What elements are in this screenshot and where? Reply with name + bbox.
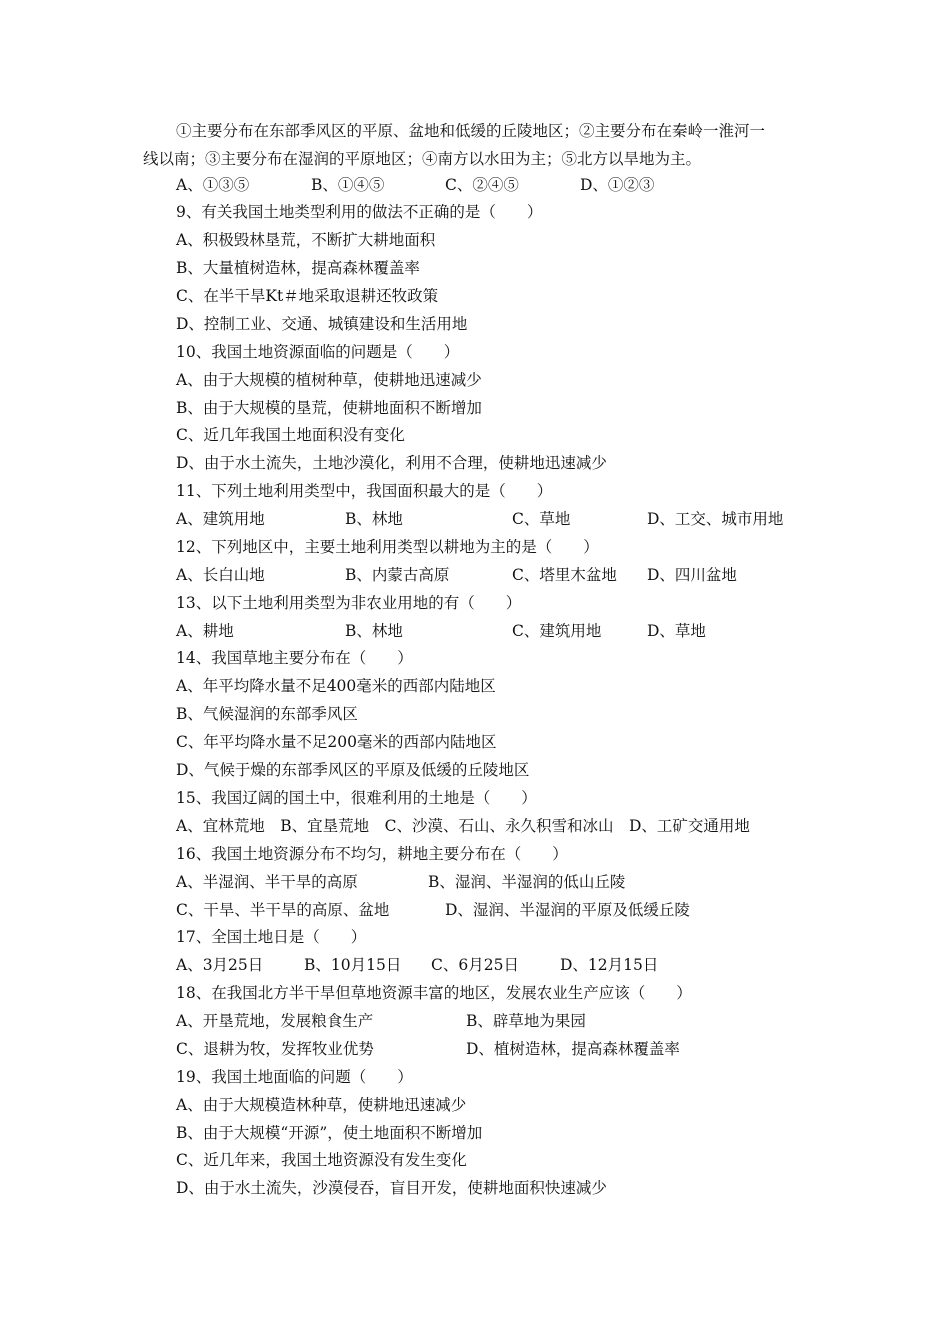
q16-stem: 16、我国土地资源分布不均匀，耕地主要分布在（ ） — [176, 845, 568, 863]
q15-options: A、宜林荒地 B、宜垦荒地 C、沙漠、石山、永久积雪和冰山 D、工矿交通用地 — [176, 817, 750, 835]
q18-option-a: A、开垦荒地，发展粮食生产 — [176, 1012, 374, 1030]
q15-stem: 15、我国辽阔的国土中，很难利用的土地是（ ） — [176, 789, 537, 807]
q19-option-a: A、由于大规模造林种草，使耕地迅速减少 — [176, 1096, 467, 1114]
q14-option-a: A、年平均降水量不足400毫米的西部内陆地区 — [176, 677, 496, 695]
q13-option-a: A、耕地 — [176, 622, 234, 640]
q11-option-c: C、草地 — [512, 510, 571, 528]
q14-option-c: C、年平均降水量不足200毫米的西部内陆地区 — [176, 733, 497, 751]
q17-option-c: C、6月25日 — [431, 956, 519, 974]
q12-stem: 12、下列地区中，主要土地利用类型以耕地为主的是（ ） — [176, 538, 599, 556]
intro-line-1: ①主要分布在东部季风区的平原、盆地和低缓的丘陵地区；②主要分布在秦岭一淮河一 — [176, 122, 766, 140]
q9-option-c: C、在半干旱Kt＃地采取退耕还牧政策 — [176, 287, 439, 305]
q11-option-d: D、工交、城市用地 — [647, 510, 784, 528]
q13-option-c: C、建筑用地 — [512, 622, 602, 640]
intro-line-2: 线以南；③主要分布在湿润的平原地区；④南方以水田为主；⑤北方以旱地为主。 — [143, 150, 702, 168]
q19-option-c: C、近几年来，我国土地资源没有发生变化 — [176, 1151, 467, 1169]
q19-stem: 19、我国土地面临的问题（ ） — [176, 1068, 413, 1086]
q17-option-d: D、12月15日 — [560, 956, 659, 974]
q12-option-d: D、四川盆地 — [647, 566, 737, 584]
q12-option-a: A、长白山地 — [176, 566, 265, 584]
q14-stem: 14、我国草地主要分布在（ ） — [176, 649, 413, 667]
q11-stem: 11、下列土地利用类型中，我国面积最大的是（ ） — [176, 482, 553, 500]
q16-option-b: B、湿润、半湿润的低山丘陵 — [428, 873, 626, 891]
q18-stem: 18、在我国北方半干旱但草地资源丰富的地区，发展农业生产应该（ ） — [176, 984, 692, 1002]
q10-option-c: C、近几年我国土地面积没有变化 — [176, 426, 405, 444]
q18-option-d: D、植树造林，提高森林覆盖率 — [466, 1040, 680, 1058]
q9-option-d: D、控制工业、交通、城镇建设和生活用地 — [176, 315, 468, 333]
q13-option-b: B、林地 — [345, 622, 403, 640]
q10-option-d: D、由于水土流失，土地沙漠化，利用不合理，使耕地迅速减少 — [176, 454, 607, 472]
q17-option-b: B、10月15日 — [304, 956, 402, 974]
q12-option-b: B、内蒙古高原 — [345, 566, 450, 584]
q17-option-a: A、3月25日 — [176, 956, 264, 974]
q11-option-b: B、林地 — [345, 510, 403, 528]
q9-option-a: A、积极毁林垦荒，不断扩大耕地面积 — [176, 231, 436, 249]
q17-stem: 17、全国土地日是（ ） — [176, 928, 367, 946]
q12-option-c: C、塔里木盆地 — [512, 566, 617, 584]
q16-option-a: A、半湿润、半干旱的高原 — [176, 873, 358, 891]
q9-stem: 9、有关我国土地类型利用的做法不正确的是（ ） — [176, 203, 543, 221]
q14-option-d: D、气候于燥的东部季风区的平原及低缓的丘陵地区 — [176, 761, 530, 779]
q18-option-c: C、退耕为牧，发挥牧业优势 — [176, 1040, 374, 1058]
q10-stem: 10、我国土地资源面临的问题是（ ） — [176, 343, 460, 361]
q14-option-b: B、气候湿润的东部季风区 — [176, 705, 358, 723]
q19-option-b: B、由于大规模“开源”，使土地面积不断增加 — [176, 1124, 483, 1142]
q16-option-d: D、湿润、半湿润的平原及低缓丘陵 — [445, 901, 690, 919]
q13-stem: 13、以下土地利用类型为非农业用地的有（ ） — [176, 594, 522, 612]
q9-option-b: B、大量植树造林，提高森林覆盖率 — [176, 259, 420, 277]
q13-option-d: D、草地 — [647, 622, 706, 640]
intro-option-c: C、②④⑤ — [445, 176, 519, 194]
q10-option-b: B、由于大规模的垦荒，使耕地面积不断增加 — [176, 399, 482, 417]
q10-option-a: A、由于大规模的植树种草，使耕地迅速减少 — [176, 371, 482, 389]
q19-option-d: D、由于水土流失，沙漠侵吞，盲目开发，使耕地面积快速减少 — [176, 1179, 607, 1197]
intro-option-d: D、①②③ — [580, 176, 655, 194]
q16-option-c: C、干旱、半干旱的高原、盆地 — [176, 901, 390, 919]
intro-option-a: A、①③⑤ — [176, 176, 250, 194]
q18-option-b: B、辟草地为果园 — [466, 1012, 586, 1030]
intro-option-b: B、①④⑤ — [311, 176, 385, 194]
q11-option-a: A、建筑用地 — [176, 510, 265, 528]
